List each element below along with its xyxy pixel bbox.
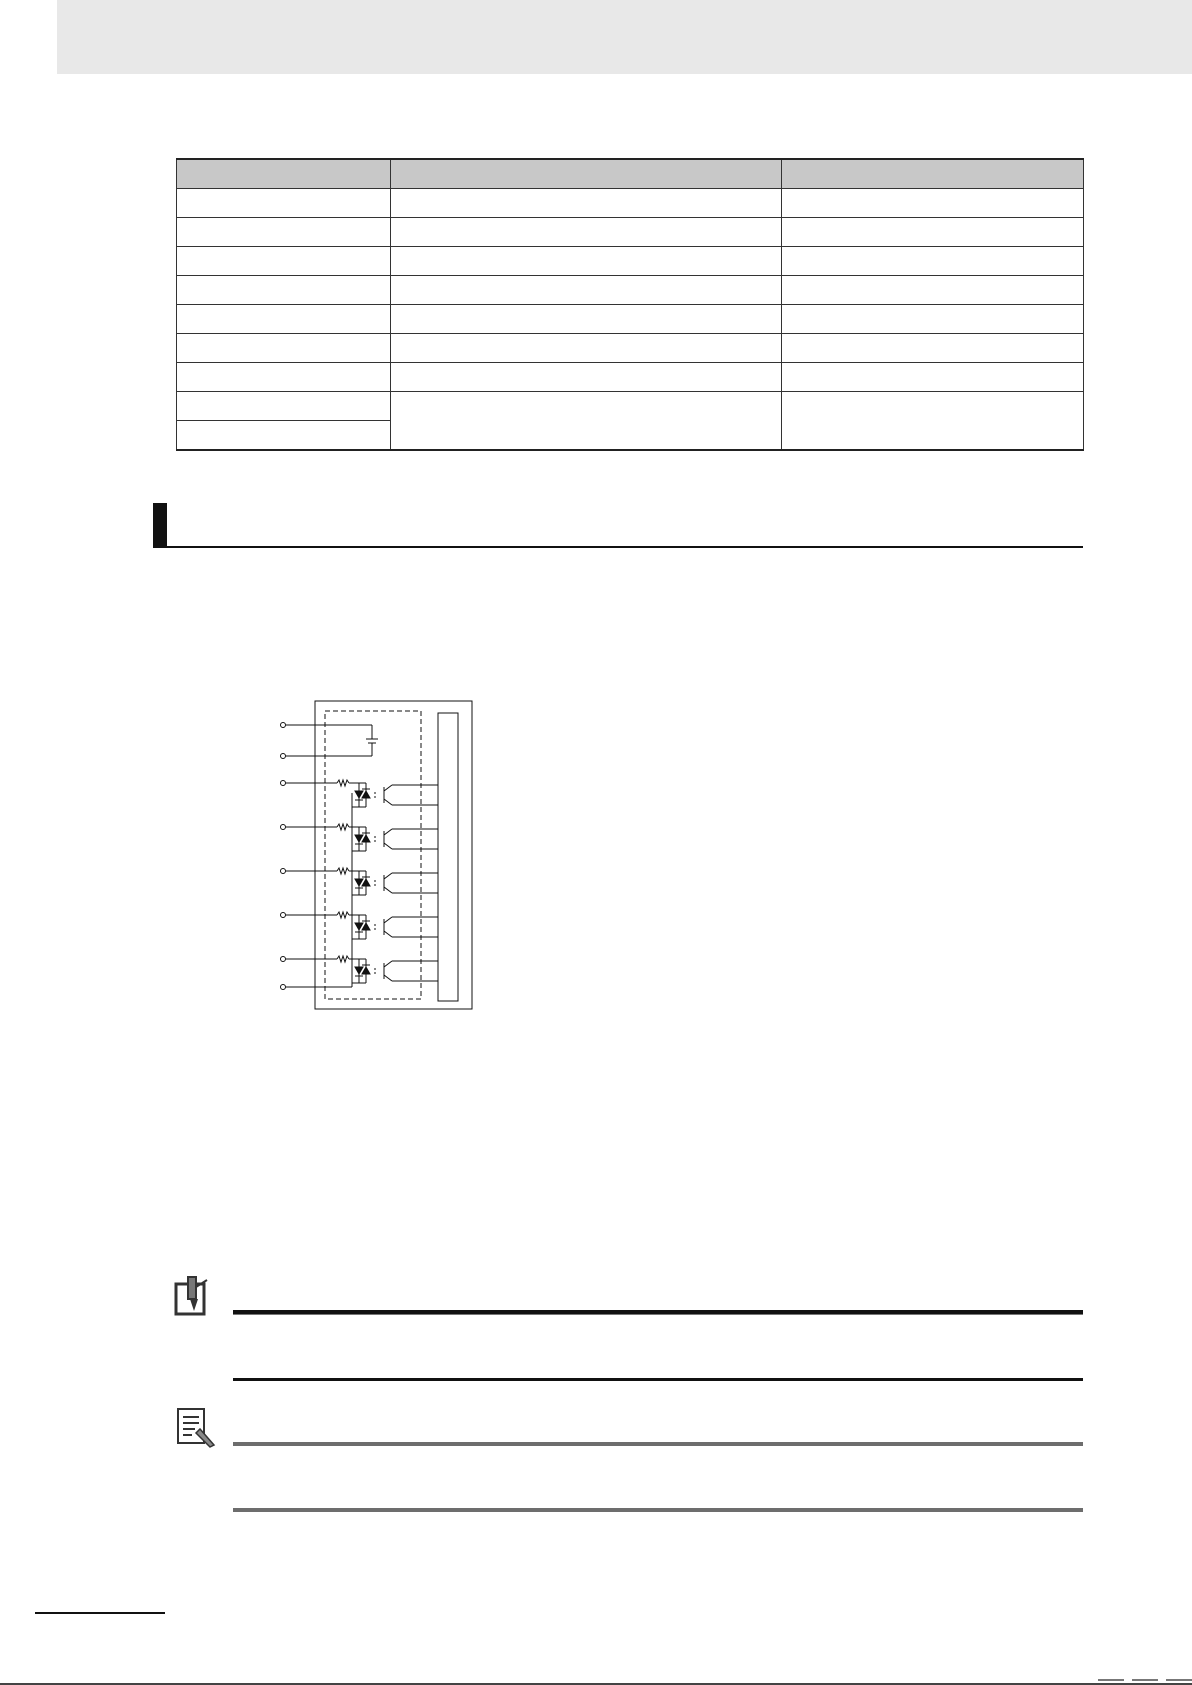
terminal [281, 869, 286, 874]
led-diode-icon [362, 923, 370, 930]
table-cell [177, 305, 391, 334]
section-heading [153, 503, 1083, 548]
table-cell [177, 247, 391, 276]
table-row [177, 305, 1084, 334]
table-cell [782, 276, 1084, 305]
table-cell [782, 218, 1084, 247]
page-header-band [57, 0, 1192, 74]
footer-index-mark [1166, 1679, 1192, 1681]
footer-index-marks [1098, 1679, 1192, 1683]
terminal [281, 754, 286, 759]
table-cell [391, 218, 782, 247]
precautions-for-correct-use-icon [174, 1275, 214, 1317]
table-cell [391, 305, 782, 334]
table-header-cell [782, 159, 1084, 189]
table-cell [782, 363, 1084, 392]
terminal [281, 957, 286, 962]
precaution-rule [233, 1378, 1083, 1381]
table-cell [782, 334, 1084, 363]
specifications-table [176, 158, 1084, 451]
table-cell [177, 218, 391, 247]
resistor [337, 912, 349, 918]
table-cell [177, 189, 391, 218]
input-channel [281, 868, 439, 895]
led-diode-icon [355, 967, 363, 974]
table-row [177, 189, 1084, 218]
led-diode-icon [362, 879, 370, 886]
footer-rule [35, 1612, 165, 1614]
table-header-cell [391, 159, 782, 189]
table-merged-cell [391, 392, 782, 451]
table-merged-cell [782, 392, 1084, 451]
table-cell [391, 247, 782, 276]
power-terminals [281, 723, 379, 759]
input-channels [281, 780, 439, 983]
terminal [281, 781, 286, 786]
table-header-cell [177, 159, 391, 189]
led-diode-icon [362, 967, 370, 974]
section-heading-bar [153, 503, 167, 546]
input-channel [281, 824, 439, 851]
footer-index-mark [1132, 1679, 1158, 1681]
led-diode-icon [362, 835, 370, 842]
input-channel [281, 956, 439, 983]
input-channel [281, 912, 439, 939]
led-diode-icon [362, 791, 370, 798]
resistor [337, 780, 349, 786]
table-cell [782, 189, 1084, 218]
table-cell [782, 305, 1084, 334]
table-cell [177, 334, 391, 363]
table-cell [391, 189, 782, 218]
table-row [177, 276, 1084, 305]
led-diode-icon [355, 879, 363, 886]
terminal [281, 723, 286, 728]
table-cell [391, 363, 782, 392]
table-row [177, 392, 1084, 421]
table-row [177, 363, 1084, 392]
table-cell [177, 363, 391, 392]
table-cell [391, 334, 782, 363]
led-diode-icon [355, 835, 363, 842]
circuit-enclosure [315, 701, 472, 1009]
resistor [337, 956, 349, 962]
led-diode-icon [355, 923, 363, 930]
terminal [281, 985, 286, 990]
internal-circuit-block [438, 713, 458, 1001]
table-cell [177, 392, 391, 421]
precaution-rule [233, 1310, 1083, 1315]
resistor [337, 824, 349, 830]
led-diode-icon [355, 791, 363, 798]
table-cell [177, 421, 391, 451]
terminal [281, 825, 286, 830]
table-cell [177, 276, 391, 305]
note-rule [233, 1442, 1083, 1446]
table-row [177, 247, 1084, 276]
table-row [177, 334, 1084, 363]
table-cell [782, 247, 1084, 276]
table-cell [391, 276, 782, 305]
input-circuit-diagram [270, 695, 480, 1015]
input-channel [281, 780, 439, 807]
table-row [177, 218, 1084, 247]
table-header-row [177, 159, 1084, 189]
note-rule [233, 1508, 1083, 1512]
footer-index-mark [1098, 1679, 1124, 1681]
terminal [281, 913, 286, 918]
additional-information-icon [176, 1407, 218, 1451]
resistor [337, 868, 349, 874]
